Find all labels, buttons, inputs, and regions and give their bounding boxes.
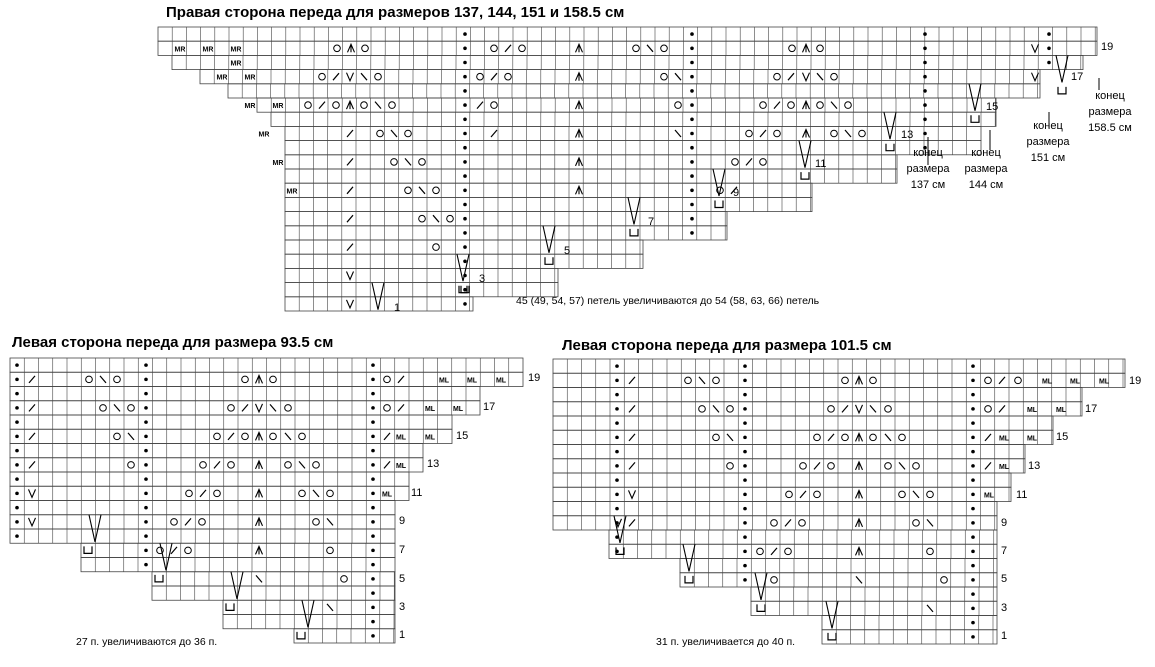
chart2-row-label-17: 17 (483, 401, 496, 413)
chart1-row-label-13: 13 (901, 129, 914, 141)
yarn-over-symbol (727, 406, 734, 413)
chart1-row-label-3: 3 (479, 273, 486, 285)
chart3-row-5 (553, 430, 1053, 444)
k2tog-symbol (629, 434, 635, 441)
dot-symbol (615, 478, 619, 482)
chart1-row-label-11: 11 (815, 158, 827, 170)
yarn-over-symbol (699, 406, 706, 413)
yarn-over-symbol (913, 520, 920, 527)
dot-symbol (971, 478, 975, 482)
yarn-over-symbol (870, 434, 877, 441)
chart3-row-label-1: 1 (1001, 630, 1008, 642)
yarn-over-symbol (1015, 377, 1022, 384)
dot-symbol (971, 421, 975, 425)
dot-symbol (743, 564, 747, 568)
dot-symbol (615, 493, 619, 497)
k2tog-symbol (985, 434, 991, 441)
dot-symbol (743, 535, 747, 539)
make-left-symbol: ML (1041, 378, 1053, 386)
chart3-row-label-17: 17 (1085, 403, 1098, 415)
chart3-note: 31 п. увеличивается до 40 п. (656, 636, 796, 648)
k2tog-symbol (629, 462, 635, 469)
chart3-row-15 (680, 573, 997, 587)
ssk-symbol (699, 377, 705, 384)
dot-symbol (743, 450, 747, 454)
yarn-over-symbol (885, 463, 892, 470)
dot-symbol (971, 493, 975, 497)
cdd-symbol (856, 519, 863, 527)
chart1-end-label-144: конец размера 144 см (964, 147, 1008, 191)
yarn-over-symbol (685, 377, 692, 384)
chart2-row-label-3: 3 (399, 601, 406, 613)
k2tog-symbol (785, 519, 791, 526)
make-left-symbol: ML (1098, 378, 1110, 386)
dot-symbol (743, 436, 747, 440)
chart2-title: Левая сторона переда для размера 93.5 см (12, 334, 334, 351)
k2tog-symbol (629, 377, 635, 384)
make-left-symbol: ML (1055, 406, 1067, 414)
make-left-symbol: ML (395, 434, 407, 442)
make-right-symbol: MR (258, 131, 270, 139)
chart2-row-label-1: 1 (399, 629, 406, 641)
make-left-symbol: ML (1069, 378, 1081, 386)
yarn-over-symbol (927, 548, 934, 555)
dot-symbol (971, 436, 975, 440)
chart3-row-6 (553, 445, 1025, 459)
dot-symbol (615, 464, 619, 468)
chart1-end-label-151: конец размера 151 см (1026, 120, 1070, 164)
chart3-row-label-9: 9 (1001, 517, 1008, 529)
dot-symbol (743, 464, 747, 468)
dot-symbol (615, 364, 619, 368)
chart3-row-19 (822, 630, 997, 644)
ssk-symbol (885, 434, 891, 441)
yarn-over-symbol (941, 577, 948, 584)
yarn-over-symbol (899, 491, 906, 498)
dot-symbol (615, 450, 619, 454)
make-right-symbol: MR (244, 74, 256, 82)
make-left-symbol: ML (466, 377, 478, 385)
k2tog-symbol (985, 462, 991, 469)
yarn-over-symbol (927, 491, 934, 498)
dot-symbol (743, 578, 747, 582)
dot-symbol (615, 379, 619, 383)
chart3-row-18 (822, 616, 997, 630)
chart2-row-label-13: 13 (427, 458, 440, 470)
chart1-row-label-9: 9 (733, 187, 740, 199)
chart3-row-label-13: 13 (1028, 460, 1041, 472)
make-right-symbol: MR (230, 60, 242, 68)
chart3-row-2 (553, 388, 1082, 402)
yarn-over-symbol (727, 463, 734, 470)
ssk-symbol (727, 434, 733, 441)
make-right-symbol: MR (286, 188, 298, 196)
k2tog-symbol (771, 548, 777, 555)
chart3-row-9 (553, 487, 1011, 501)
cdd-symbol (856, 433, 863, 441)
chart3-row-label-5: 5 (1001, 573, 1008, 585)
cdd-symbol (856, 490, 863, 498)
make-right-symbol: MR (216, 74, 228, 82)
ssk-symbol (913, 491, 919, 498)
chart3-row-8 (553, 473, 1011, 487)
ssk-symbol (856, 576, 862, 583)
dot-symbol (971, 507, 975, 511)
make-left-symbol: ML (983, 492, 995, 500)
yarn-over-symbol (799, 520, 806, 527)
yarn-over-symbol (814, 434, 821, 441)
chart3-row-label-3: 3 (1001, 602, 1008, 614)
chart2-note: 27 п. увеличиваются до 36 п. (76, 636, 218, 648)
k2tog-symbol (814, 462, 820, 469)
dot-symbol (971, 450, 975, 454)
dot-symbol (971, 592, 975, 596)
make-left-symbol: ML (381, 491, 393, 499)
chart3-row-14 (680, 559, 997, 573)
chart1-end-label-158: конец размера 158.5 см (1088, 90, 1132, 134)
cast-on-symbol (828, 633, 836, 640)
k2tog-symbol (800, 491, 806, 498)
chart3-row-7 (553, 459, 1025, 473)
dot-symbol (971, 407, 975, 411)
k2tog-symbol (629, 519, 635, 526)
chart2-row-label-15: 15 (456, 430, 469, 442)
chart1-row-label-5: 5 (564, 245, 571, 257)
yarn-over-symbol (757, 548, 764, 555)
dot-symbol (615, 421, 619, 425)
dot-symbol (971, 564, 975, 568)
dot-symbol (743, 421, 747, 425)
dot-symbol (743, 521, 747, 525)
make-left-symbol: ML (1026, 435, 1038, 443)
chart2-row-label-9: 9 (399, 515, 406, 527)
k2tog-symbol (999, 377, 1005, 384)
make-left-symbol: ML (438, 377, 450, 385)
chart2-row-label-11: 11 (411, 487, 423, 499)
yarn-over-symbol (842, 377, 849, 384)
chart1-title: Правая сторона переда для размеров 137, 144, 151 и 158.5 см (166, 4, 625, 21)
dot-symbol (743, 379, 747, 383)
chart2-row-label-5: 5 (399, 573, 406, 585)
dot-symbol (971, 578, 975, 582)
dot-symbol (615, 407, 619, 411)
dot-symbol (971, 635, 975, 639)
yarn-over-symbol (842, 434, 849, 441)
dot-symbol (743, 507, 747, 511)
chart3-row-label-11: 11 (1016, 489, 1028, 501)
dot-symbol (971, 607, 975, 611)
dot-symbol (743, 493, 747, 497)
chart1-row-label-7: 7 (648, 216, 655, 228)
dot-symbol (743, 407, 747, 411)
yarn-over-symbol (800, 463, 807, 470)
dot-symbol (615, 393, 619, 397)
chart3-row-12 (609, 530, 997, 544)
dot-symbol (971, 393, 975, 397)
chart3-title: Левая сторона переда для размера 101.5 см (562, 337, 892, 354)
ssk-symbol (870, 405, 876, 412)
dot-symbol (743, 550, 747, 554)
yarn-over-symbol (713, 434, 720, 441)
chart3-row-4 (553, 416, 1053, 430)
chart3-increase-1 (683, 544, 695, 571)
chart1-row-label-1: 1 (394, 302, 401, 314)
ssk-symbol (899, 462, 905, 469)
make-left-symbol: ML (1026, 406, 1038, 414)
dot-symbol (971, 535, 975, 539)
chart1-note: 45 (49, 54, 57) петель увеличиваются до 54 (58, 63, 66) петель (516, 295, 820, 307)
yarn-over-symbol (828, 463, 835, 470)
make-left-symbol: ML (998, 435, 1010, 443)
chart1-end-label-137: конец размера 137 см (906, 147, 950, 191)
make-right-symbol: MR (230, 46, 242, 54)
dot-symbol (743, 478, 747, 482)
k2tog-symbol (999, 405, 1005, 412)
chart3-row-label-7: 7 (1001, 545, 1008, 557)
yarn-over-symbol (771, 577, 778, 584)
cdd-symbol (856, 376, 863, 384)
cdd-symbol (856, 462, 863, 470)
dot-symbol (971, 521, 975, 525)
yarn-over-symbol (899, 434, 906, 441)
dot-symbol (971, 364, 975, 368)
dot-symbol (971, 464, 975, 468)
dot-symbol (971, 379, 975, 383)
dot-symbol (743, 393, 747, 397)
make-left-symbol: ML (395, 462, 407, 470)
chart1-row-label-19: 19 (1101, 41, 1114, 53)
dot-symbol (615, 507, 619, 511)
make-right-symbol: MR (174, 46, 186, 54)
yarn-over-symbol (771, 520, 778, 527)
chart2-row-label-19: 19 (528, 372, 541, 384)
k2tog-symbol (842, 405, 848, 412)
chart2-row-label-7: 7 (399, 544, 406, 556)
chart3-row-10 (553, 502, 997, 516)
make-left-symbol: ML (452, 405, 464, 413)
make-right-symbol: MR (272, 159, 284, 167)
ssk-symbol (713, 405, 719, 412)
make-left-symbol: ML (998, 463, 1010, 471)
chart3-row-13 (609, 544, 997, 558)
yarn-over-symbol (713, 377, 720, 384)
make-right-symbol: MR (202, 46, 214, 54)
chart1-row-label-15: 15 (986, 101, 999, 113)
make-right-symbol: MR (272, 103, 284, 111)
make-right-symbol: MR (244, 103, 256, 111)
chart3-row-16 (751, 587, 997, 601)
increase-symbol (856, 405, 863, 413)
make-left-symbol: ML (424, 405, 436, 413)
yarn-over-symbol (785, 548, 792, 555)
yarn-over-symbol (985, 406, 992, 413)
cast-on-symbol (757, 604, 765, 611)
make-left-symbol: ML (424, 434, 436, 442)
dot-symbol (971, 550, 975, 554)
ssk-symbol (927, 605, 933, 612)
dot-symbol (615, 436, 619, 440)
cdd-symbol (856, 547, 863, 555)
dot-symbol (971, 621, 975, 625)
yarn-over-symbol (885, 406, 892, 413)
make-left-symbol: ML (495, 377, 507, 385)
yarn-over-symbol (985, 377, 992, 384)
yarn-over-symbol (870, 377, 877, 384)
k2tog-symbol (828, 434, 834, 441)
chart3-row-label-15: 15 (1056, 431, 1069, 443)
dot-symbol (743, 364, 747, 368)
cast-on-symbol (685, 576, 693, 583)
yarn-over-symbol (913, 463, 920, 470)
chart3-row-label-19: 19 (1129, 375, 1142, 387)
yarn-over-symbol (828, 406, 835, 413)
yarn-over-symbol (814, 491, 821, 498)
ssk-symbol (927, 519, 933, 526)
yarn-over-symbol (786, 491, 793, 498)
increase-symbol (629, 490, 636, 498)
chart1-row-label-17: 17 (1071, 71, 1084, 83)
k2tog-symbol (629, 405, 635, 412)
chart3-row-17 (751, 601, 997, 615)
